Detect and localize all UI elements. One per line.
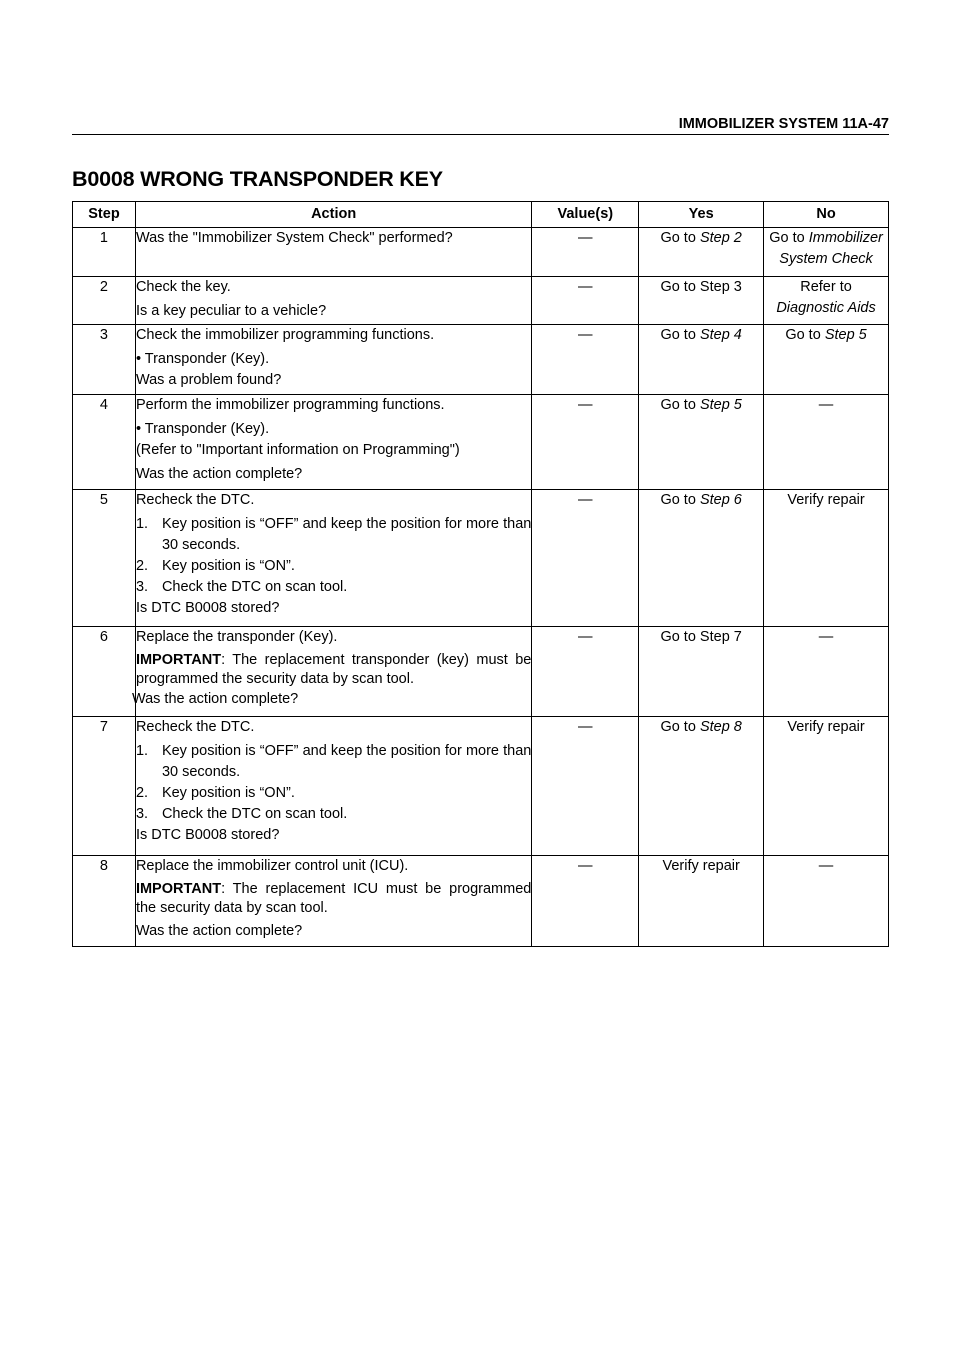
- action-cell: [135, 277, 531, 325]
- yes-cell: [639, 490, 764, 627]
- value-dash: —: [578, 719, 593, 735]
- no-dash: —: [818, 858, 834, 874]
- important-text: : The replacement ICU must be programmed the security data by scan tool.: [135, 881, 532, 916]
- item-number: 1.: [135, 743, 149, 759]
- action-line: Recheck the DTC.: [135, 719, 255, 735]
- step-number: 5: [73, 490, 136, 627]
- step-ref: Step 5: [824, 327, 867, 343]
- yes-text: Go to: [660, 492, 700, 508]
- item-number: 3.: [135, 806, 149, 822]
- step-number: 1: [73, 228, 136, 277]
- no-cell: [764, 717, 889, 856]
- table-row: [73, 490, 889, 627]
- yes-text: Go to Step 7: [660, 629, 742, 645]
- step-number: 6: [73, 627, 136, 717]
- action-line: Check the key.: [135, 279, 231, 295]
- item-number: 2.: [135, 785, 149, 801]
- action-cell: [135, 325, 531, 395]
- step-number: 2: [73, 277, 136, 325]
- action-line: Check the immobilizer programming functions.: [135, 327, 435, 343]
- item-number: 1.: [135, 516, 149, 532]
- item-text: Check the DTC on scan tool.: [161, 806, 348, 822]
- col-header-no: No: [764, 202, 889, 228]
- numbered-item: [136, 514, 531, 556]
- step-ref: Step 5: [699, 397, 742, 413]
- yes-text: Verify repair: [662, 858, 740, 874]
- yes-cell: [639, 717, 764, 856]
- item-text: Key position is “OFF” and keep the position for more than 30 seconds.: [161, 516, 532, 553]
- no-text: Verify repair: [787, 719, 865, 735]
- value-cell: [532, 228, 639, 277]
- ref-link: System Check: [779, 251, 873, 267]
- col-header-step: Step: [73, 202, 136, 228]
- value-dash: —: [578, 230, 593, 246]
- value-dash: —: [578, 279, 593, 295]
- item-text: Key position is “ON”.: [161, 785, 295, 801]
- action-line: Was the action complete?: [131, 691, 299, 707]
- numbered-item: [136, 577, 531, 598]
- item-number: 3.: [135, 579, 149, 595]
- value-dash: —: [578, 858, 593, 874]
- numbered-item: [136, 556, 531, 577]
- no-cell: [764, 228, 889, 277]
- no-cell: [764, 325, 889, 395]
- numbered-item: [136, 804, 531, 825]
- ref-link: Immobilizer: [808, 230, 883, 246]
- table-row: [73, 717, 889, 856]
- col-header-action: Action: [135, 202, 531, 228]
- action-cell: [135, 717, 531, 856]
- col-header-yes: Yes: [639, 202, 764, 228]
- important-note: [136, 880, 531, 918]
- yes-cell: [639, 856, 764, 947]
- table-row: [73, 395, 889, 490]
- running-header: IMMOBILIZER SYSTEM 11A-47: [678, 116, 889, 132]
- action-line: Was the "Immobilizer System Check" performed?: [135, 230, 453, 246]
- table-row: [73, 627, 889, 717]
- no-cell: [764, 856, 889, 947]
- no-cell: [764, 627, 889, 717]
- diagnostic-table: [72, 201, 889, 947]
- table-row: [73, 228, 889, 277]
- yes-cell: [639, 325, 764, 395]
- table-row: [73, 325, 889, 395]
- step-ref: Step 4: [699, 327, 742, 343]
- numbered-item: [136, 783, 531, 804]
- important-label: IMPORTANT: [135, 881, 222, 897]
- action-line: Is a key peculiar to a vehicle?: [135, 303, 327, 319]
- no-cell: [764, 277, 889, 325]
- numbered-item: [136, 741, 531, 783]
- value-cell: [532, 395, 639, 490]
- no-cell: [764, 490, 889, 627]
- value-cell: [532, 325, 639, 395]
- value-dash: —: [578, 397, 593, 413]
- step-ref: Step 8: [699, 719, 742, 735]
- header-rule: [72, 134, 889, 135]
- value-dash: —: [578, 629, 593, 645]
- action-cell: [131, 627, 532, 717]
- no-text: Go to: [785, 327, 825, 343]
- action-line: Perform the immobilizer programming functions.: [135, 397, 445, 413]
- action-line: Recheck the DTC.: [135, 492, 255, 508]
- action-line: Is DTC B0008 stored?: [135, 827, 280, 843]
- ref-link: Diagnostic Aids: [776, 300, 876, 316]
- action-cell: [135, 856, 531, 947]
- step-ref: Step 6: [699, 492, 742, 508]
- no-dash: —: [818, 397, 834, 413]
- step-number: 7: [73, 717, 136, 856]
- bullet-item: • Transponder (Key).: [135, 351, 270, 367]
- item-text: Key position is “OFF” and keep the position for more than 30 seconds.: [161, 743, 532, 780]
- action-line: Is DTC B0008 stored?: [135, 600, 280, 616]
- action-line: Replace the transponder (Key).: [135, 629, 338, 645]
- col-header-values: Value(s): [532, 202, 639, 228]
- step-number: 3: [73, 325, 136, 395]
- step-number: 8: [73, 856, 136, 947]
- action-line: (Refer to "Important information on Programming"): [135, 442, 460, 458]
- value-cell: [532, 277, 639, 325]
- table-row: [73, 856, 889, 947]
- action-line: Replace the immobilizer control unit (ICU).: [135, 858, 409, 874]
- yes-text: Go to: [660, 230, 700, 246]
- value-cell: [532, 490, 639, 627]
- yes-text: Go to: [660, 397, 700, 413]
- yes-text: Go to: [660, 327, 700, 343]
- value-cell: [532, 627, 639, 717]
- yes-text: Go to: [660, 719, 700, 735]
- item-text: Check the DTC on scan tool.: [161, 579, 348, 595]
- yes-cell: [639, 395, 764, 490]
- action-line: Was a problem found?: [135, 372, 282, 388]
- action-cell: [135, 395, 531, 490]
- table-row: [73, 277, 889, 325]
- value-cell: [532, 856, 639, 947]
- bullet-item: • Transponder (Key).: [135, 421, 270, 437]
- table-header-row: [73, 202, 889, 228]
- page-title: B0008 WRONG TRANSPONDER KEY: [72, 167, 443, 191]
- no-cell: [764, 395, 889, 490]
- value-cell: [532, 717, 639, 856]
- item-number: 2.: [135, 558, 149, 574]
- value-dash: —: [578, 327, 593, 343]
- yes-cell: [639, 228, 764, 277]
- no-text: Refer to: [800, 279, 852, 295]
- no-dash: —: [818, 629, 834, 645]
- action-cell: [135, 228, 531, 277]
- yes-text: Go to Step 3: [660, 279, 742, 295]
- important-label: IMPORTANT: [135, 652, 222, 668]
- no-text: Verify repair: [787, 492, 865, 508]
- no-text: Go to: [769, 230, 809, 246]
- yes-cell: [639, 627, 764, 717]
- important-note: [136, 651, 531, 689]
- value-dash: —: [578, 492, 593, 508]
- yes-cell: [639, 277, 764, 325]
- important-text: : The replacement transponder (key) must be programmed the security data by scan tool.: [135, 652, 532, 687]
- action-line: Was the action complete?: [135, 466, 303, 482]
- step-ref: Step 2: [699, 230, 742, 246]
- action-cell: [135, 490, 531, 627]
- item-text: Key position is “ON”.: [161, 558, 295, 574]
- step-number: 4: [73, 395, 136, 490]
- action-line: Was the action complete?: [135, 923, 303, 939]
